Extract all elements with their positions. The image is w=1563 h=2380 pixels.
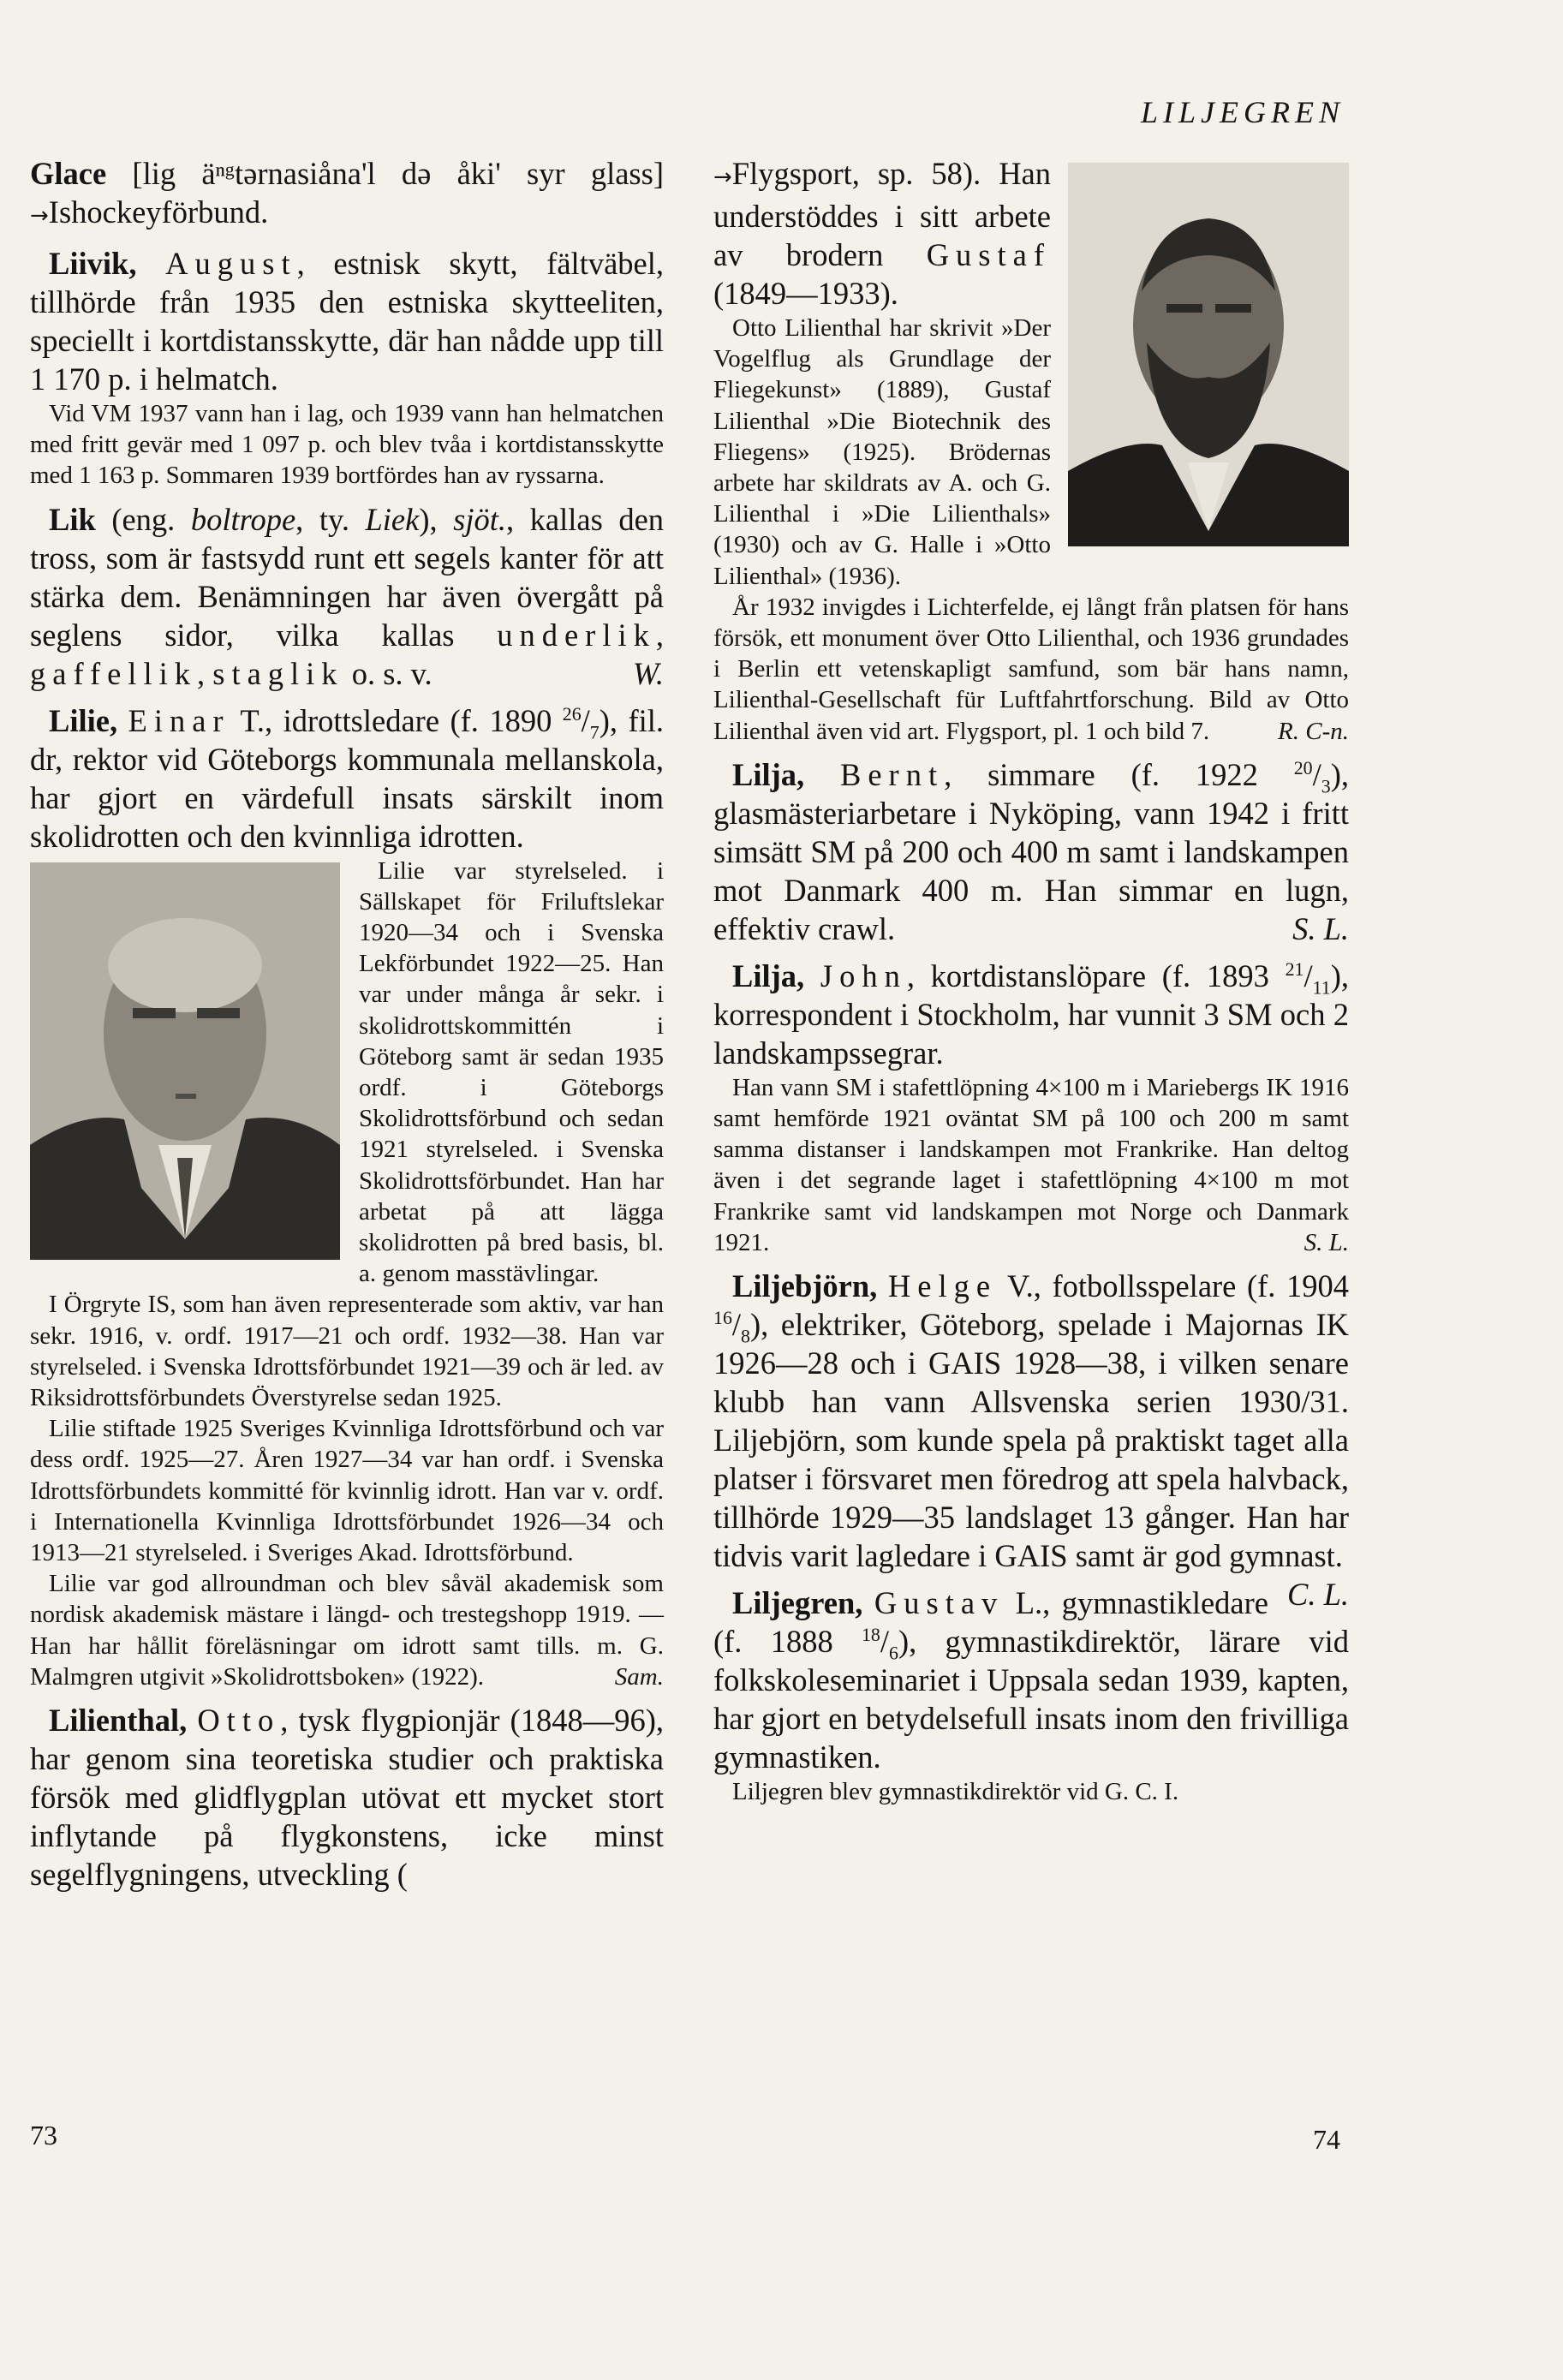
arrow-icon: → xyxy=(713,164,732,190)
headword: Liljegren, xyxy=(732,1585,863,1621)
date-slash: / xyxy=(1303,957,1313,993)
entry-text: ), glasmästeriarbetare i Nyköping, vann 1942 i fritt simsätt SM på 200 och 400 m samt i landskampen mot Danmark 400 m. Han simmar en lugn, effektiv crawl. xyxy=(713,756,1349,946)
entry-lilie xyxy=(30,701,664,856)
cross-reference: Flygsport, sp. 58). Han understöddes i sitt arbete av brodern xyxy=(713,156,1051,272)
running-head: LILJEGREN xyxy=(1141,95,1345,129)
entry-liljegren-details: Liljegren blev gymnastikdirektör vid G. C. I. xyxy=(732,1778,1179,1806)
entry-text: , xyxy=(196,655,213,691)
entry-text: L., gymnastikledare (f. 1888 xyxy=(713,1585,1268,1660)
headword: Lilienthal, xyxy=(49,1703,188,1739)
entry-text: , simmare (f. 1922 xyxy=(944,756,1294,792)
entry-text: , xyxy=(655,617,664,653)
entry-text: ), elektriker, Göteborg, spelade i Majornas IK 1926—28 och i GAIS 1928—38, i vilken senare klubb han vann Allsvenska serien 1930/31. Liljebjörn, som kunde spela på praktiskt taget alla platser i försvaret men föredrog att spela halvback, tillhörde 1929—35 landslaget 13 gånger. Han har tidvis varit lagledare i GAIS samt är god gymnast. xyxy=(713,1307,1349,1574)
first-name: Einar xyxy=(128,702,230,738)
entry-text: , kallas den tross, som är fastsydd runt ett segels kanter för att stärka dem. Benämningen har även övergått på seglens sidor, vilka kallas xyxy=(30,501,665,653)
entry-text: , ty. xyxy=(295,501,366,537)
german-term: Liek xyxy=(365,501,420,537)
entry-lilie-details-4 xyxy=(30,1568,664,1692)
entry-text: T., idrottsledare (f. 1890 xyxy=(230,702,563,738)
subject-abbr: sjöt. xyxy=(453,501,507,537)
date-day: 26 xyxy=(562,702,582,725)
page-number-left: 73 xyxy=(30,2120,57,2150)
entry-text: , estnisk skytt, fältväbel, tillhörde från 1935 den estniska skytteeliten, speciellt i kortdistansskytte, där han nådde upp till 1 170 p. i helmatch. xyxy=(30,246,665,397)
entry-lilie-details-1: Lilie var styrelseled. i Sällskapet för Friluftslekar 1920—34 och i Svenska Lekförbundet 1922—25. Han var under många år sekr. i skolidrottskommittén i Göteborg samt är sedan 1935 ordf. i Göteborgs Skolidrottsförbund och sedan 1921 styrelseled. i Svenska Skolidrottsförbundet. Han har arbetat på att lägga skolidrotten på bred basis, bl. a. genom masstävlingar. xyxy=(359,856,664,1288)
entry-text: ), xyxy=(419,501,454,537)
date-month: 7 xyxy=(589,720,600,743)
arrow-icon: → xyxy=(30,203,49,229)
entry-text: Lilie var god allroundman och blev såväl akademisk som nordisk akademisk mästare i längd- och trestegshopp 1919. — Han har hållit föreläsningar om idrott samt tills. m. G. Malmgren utgivit »Skolidrottsboken» (1922). xyxy=(30,1570,664,1691)
author-signature: W. xyxy=(632,655,664,691)
author-signature: C. L. xyxy=(1286,1577,1349,1613)
entry-text: (eng. xyxy=(95,501,191,537)
cross-reference: Ishockeyförbund. xyxy=(48,194,269,230)
headword: Liljebjörn, xyxy=(732,1268,878,1304)
entry-liivik-details: Vid VM 1937 vann han i lag, och 1939 vann han helmatchen med fritt gevär med 1 097 p. och blev tvåa i kortdistansskytte med 1 163 p. Sommaren 1939 bortfördes han av ryssarna. xyxy=(30,400,664,490)
entry-text: Han vann SM i stafettlöpning 4×100 m i Mariebergs IK 1916 samt hemförde 1921 oväntat SM på 100 och 200 m samt samma distanser i landskampen mot Frankrike. Han deltog även i det segrande laget i stafettlöpning 4×100 m mot Frankrike samt vid landskampen mot Norge och Danmark 1921. xyxy=(713,1073,1349,1256)
english-term: boltrope xyxy=(190,501,296,537)
author-signature: Sam. xyxy=(614,1662,664,1691)
date-slash: / xyxy=(1312,756,1321,792)
spaced-term: underlik xyxy=(497,617,656,653)
entry-text: ), fil. dr, rektor vid Göteborgs kommunala mellanskola, har gjort en värdefull insats särskilt inom skolidrotten och den kvinnliga idrotten. xyxy=(30,702,665,854)
first-name: Gustaf xyxy=(926,237,1051,272)
first-name: Bernt xyxy=(840,756,945,792)
headword: Lilie, xyxy=(49,702,118,738)
headword: Liivik, xyxy=(49,246,137,281)
author-signature: S. L. xyxy=(1303,1228,1349,1256)
first-name: John xyxy=(820,957,907,993)
date-day: 18 xyxy=(861,1623,880,1645)
left-column xyxy=(30,154,664,1894)
date-month: 3 xyxy=(1321,775,1331,797)
right-column xyxy=(713,154,1349,1807)
entry-lilja-john-details xyxy=(713,1072,1349,1258)
date-slash: / xyxy=(731,1307,742,1343)
spaced-term: gaffellik xyxy=(30,655,197,691)
entry-liljegren xyxy=(713,1584,1349,1776)
entry-lilja-bernt xyxy=(713,755,1349,948)
entry-lik xyxy=(30,500,664,693)
first-name: Gustav xyxy=(874,1585,1005,1621)
entry-text: , tysk flygpionjär (1848—96), har genom sina teoretiska studier och praktiska försök med glidflygplan utövat ett mycket stort inflytande på flygkonstens, icke minst segelflygningens, utveckling ( xyxy=(30,1703,664,1893)
entry-lilienthal-details-2 xyxy=(713,592,1349,747)
spaced-term: staglik xyxy=(212,655,344,691)
headword: Lilja, xyxy=(732,756,805,792)
headword: Glace xyxy=(30,156,107,191)
entry-text: (1849—1933). xyxy=(713,276,898,311)
first-name: Helge xyxy=(887,1268,998,1304)
date-day: 16 xyxy=(713,1306,732,1328)
entry-text: , kortdistanslöpare (f. 1893 xyxy=(906,957,1286,993)
date-month: 11 xyxy=(1312,976,1331,999)
author-signature: S. L. xyxy=(1292,910,1349,946)
entry-lilienthal-details-1: Otto Lilienthal har skrivit »Der Vogelflug als Grundlage der Fliegekunst» (1889), Gustaf Lilienthal »Die Biotechnik des Fliegens» (1925). Brödernas arbete har skildrats av A. och G. Lilienthal i »Die Lilienthals» (1930) och av G. Halle i »Otto Lilienthal» (1936). xyxy=(713,314,1051,590)
page-number-right: 74 xyxy=(1313,2124,1340,2155)
entry-lilie-details-2: I Örgryte IS, som han även representerade som aktiv, var han sekr. 1916, v. ordf. 1917—21 och ordf. 1932—38. Han var styrelseled. i Svenska Idrottsförbundet 1921—39 och är led. av Riksidrottsförbundets Överstyrelse sedan 1925. xyxy=(30,1291,664,1412)
entry-lilja-john xyxy=(713,957,1349,1072)
entry-text: V., fotbollsspelare (f. 1904 xyxy=(997,1268,1349,1304)
entry-liivik xyxy=(30,244,664,398)
date-month: 6 xyxy=(889,1642,898,1664)
headword: Lilja, xyxy=(732,957,805,993)
date-month: 8 xyxy=(741,1325,750,1347)
date-day: 20 xyxy=(1293,756,1313,778)
entry-lilie-details-3: Lilie stiftade 1925 Sveriges Kvinnliga Idrottsförbund och var dess ordf. 1925—27. Åren 1927—34 var han ordf. i Svenska Idrottsförbundets kommitté för kvinnlig idrott. Han var v. ordf. i Internationella Kvinnliga Idrottsförbundet 1926—34 och 1913—21 styrelseled. i Sveriges Akad. Idrottsförbund. xyxy=(30,1415,664,1567)
author-signature: R. C-n. xyxy=(1278,717,1349,745)
entry-lilienthal xyxy=(30,1701,664,1894)
entry-text: År 1932 invigdes i Lichterfelde, ej långt från platsen för hans försök, ett monument över Otto Lilienthal, och 1936 grundades i Berlin ett vetenskapligt samfund, som bär hans namn, Lilienthal-Gesellschaft für Luftfahrtforschung. Bild av Otto Lilienthal även vid art. Flygsport, pl. 1 och bild 7. xyxy=(713,593,1349,745)
portrait-lilienthal xyxy=(1068,163,1349,546)
entry-glace xyxy=(30,154,664,236)
headword: Lik xyxy=(49,501,96,537)
entry-text: [lig äⁿᵍtərnasiåna'l də åki' syr glass] xyxy=(106,156,664,191)
entry-text: ), gymnastikdirektör, lärare vid folkskoleseminariet i Uppsala sedan 1939, kapten, har gjort en betydelsefull insats inom den frivilliga gymnastiken. xyxy=(713,1624,1350,1775)
date-day: 21 xyxy=(1285,957,1304,980)
portrait-lilie xyxy=(30,862,340,1260)
date-slash: / xyxy=(880,1624,890,1660)
first-name: Otto xyxy=(197,1703,281,1739)
first-name: August xyxy=(165,246,297,281)
entry-text: ), korrespondent i Stockholm, har vunnit 3 SM och 2 landskampssegrar. xyxy=(713,957,1349,1071)
entry-text: o. s. v. xyxy=(343,655,433,691)
date-slash: / xyxy=(581,702,590,738)
